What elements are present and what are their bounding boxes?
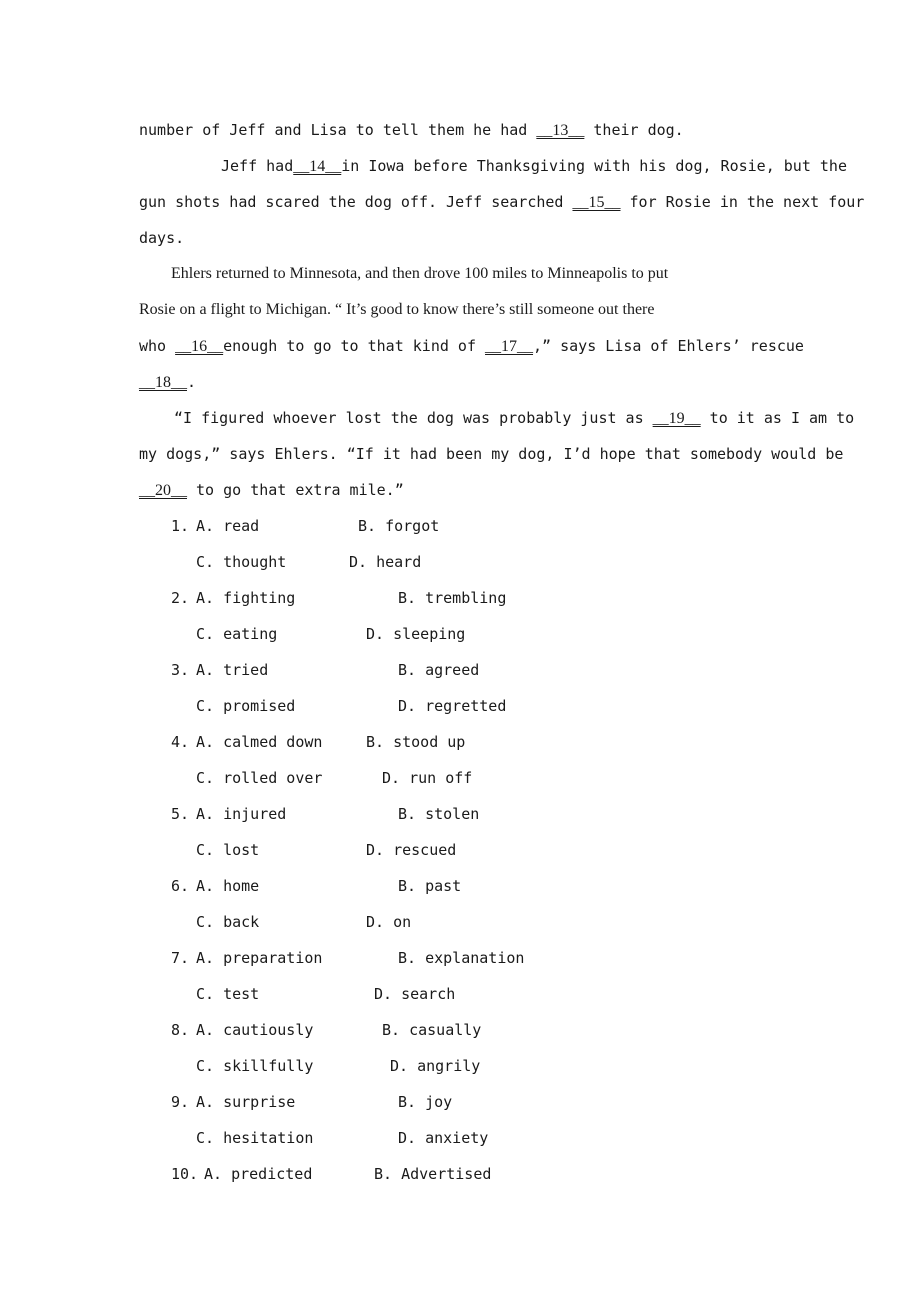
option-c: C. test: [196, 985, 260, 1003]
passage-text: for Rosie in the next four: [620, 193, 865, 211]
passage-text: to it as I am to: [700, 409, 855, 427]
blank-20: __20__: [139, 482, 187, 499]
blank-17: __17__: [485, 338, 534, 355]
option-d: D. run off: [382, 769, 473, 787]
question-number: 6.: [171, 877, 190, 895]
blank-19: __19__: [652, 410, 701, 427]
option-d: D. on: [366, 913, 412, 931]
passage-line-8: [139, 364, 784, 400]
option-c: C. rolled over: [196, 769, 323, 787]
question-number: 8.: [171, 1021, 190, 1039]
option-a: A. cautiously: [196, 1021, 314, 1039]
question-number: 4.: [171, 733, 190, 751]
passage-text: “I figured whoever lost the dog was probably just as: [174, 409, 653, 427]
blank-14: __14__: [293, 158, 342, 175]
option-b: B. trembling: [398, 589, 507, 607]
passage-line-10: [139, 436, 844, 472]
option-c: C. eating: [196, 625, 278, 643]
question-number: 3.: [171, 661, 190, 679]
option-d: D. sleeping: [366, 625, 466, 643]
passage-text: number of Jeff and Lisa to tell them he had: [139, 121, 537, 139]
option-d: D. regretted: [398, 697, 507, 715]
option-c: C. promised: [196, 697, 296, 715]
option-d: D. anxiety: [398, 1129, 489, 1147]
question-number: 1.: [171, 517, 190, 535]
option-b: B. stood up: [366, 733, 466, 751]
passage-line-6: [139, 292, 784, 328]
passage-text: my dogs,” says Ehlers. “If it had been my dog, I’d hope that somebody would be: [139, 445, 844, 463]
passage-line-2: [221, 148, 847, 184]
passage-text: enough to go to that kind of: [223, 337, 486, 355]
option-a: A. fighting: [196, 589, 296, 607]
option-c: C. back: [196, 913, 260, 931]
option-b: B. agreed: [398, 661, 480, 679]
option-d: D. angrily: [390, 1057, 481, 1075]
blank-18: __18__: [139, 374, 187, 391]
passage-text: ,” says Lisa of Ehlers’ rescue: [533, 337, 804, 355]
option-c: C. thought: [196, 553, 287, 571]
option-c: C. hesitation: [196, 1129, 314, 1147]
option-a: A. surprise: [196, 1093, 296, 1111]
option-d: D. search: [374, 985, 456, 1003]
question-number: 9.: [171, 1093, 190, 1111]
blank-16: __16__: [175, 338, 224, 355]
option-a: A. preparation: [196, 949, 323, 967]
passage-text: in Iowa before Thanksgiving with his dog, Rosie, but the: [341, 157, 847, 175]
option-a: A. predicted: [204, 1165, 313, 1183]
option-b: B. joy: [398, 1093, 453, 1111]
blank-15: __15__: [572, 194, 621, 211]
option-b: B. explanation: [398, 949, 525, 967]
passage-text: .: [187, 373, 197, 391]
option-b: B. casually: [382, 1021, 482, 1039]
question-number: 5.: [171, 805, 190, 823]
option-d: D. heard: [349, 553, 422, 571]
passage-line-1: [139, 112, 784, 148]
option-a: A. injured: [196, 805, 287, 823]
option-b: B. past: [398, 877, 462, 895]
option-a: A. calmed down: [196, 733, 323, 751]
option-a: A. home: [196, 877, 260, 895]
passage-line-9: [174, 400, 855, 436]
option-d: D. rescued: [366, 841, 457, 859]
option-b: B. stolen: [398, 805, 480, 823]
passage-text: days.: [139, 229, 185, 247]
question-number: 7.: [171, 949, 190, 967]
passage-text: Ehlers returned to Minnesota, and then drove 100 miles to Minneapolis to put: [171, 265, 669, 282]
passage-line-4: [139, 220, 784, 256]
option-c: C. lost: [196, 841, 260, 859]
passage-line-3: [139, 184, 865, 220]
passage-text: to go that extra mile.”: [187, 481, 404, 499]
passage-line-7: [139, 328, 804, 364]
passage-text: Jeff had: [221, 157, 294, 175]
option-a: A. tried: [196, 661, 269, 679]
question-number: 2.: [171, 589, 190, 607]
passage-text: who: [139, 337, 176, 355]
option-b: B. Advertised: [374, 1165, 492, 1183]
blank-13: __13__: [536, 122, 585, 139]
option-b: B. forgot: [358, 517, 440, 535]
option-c: C. skillfully: [196, 1057, 314, 1075]
passage-line-11: [139, 472, 784, 508]
passage-line-5: [171, 256, 784, 292]
passage-text: gun shots had scared the dog off. Jeff searched: [139, 193, 573, 211]
passage-text: Rosie on a flight to Michigan. “ It’s good to know there’s still someone out there: [139, 301, 655, 318]
passage-text: their dog.: [584, 121, 684, 139]
option-a: A. read: [196, 517, 260, 535]
question-number: 10.: [171, 1165, 199, 1183]
